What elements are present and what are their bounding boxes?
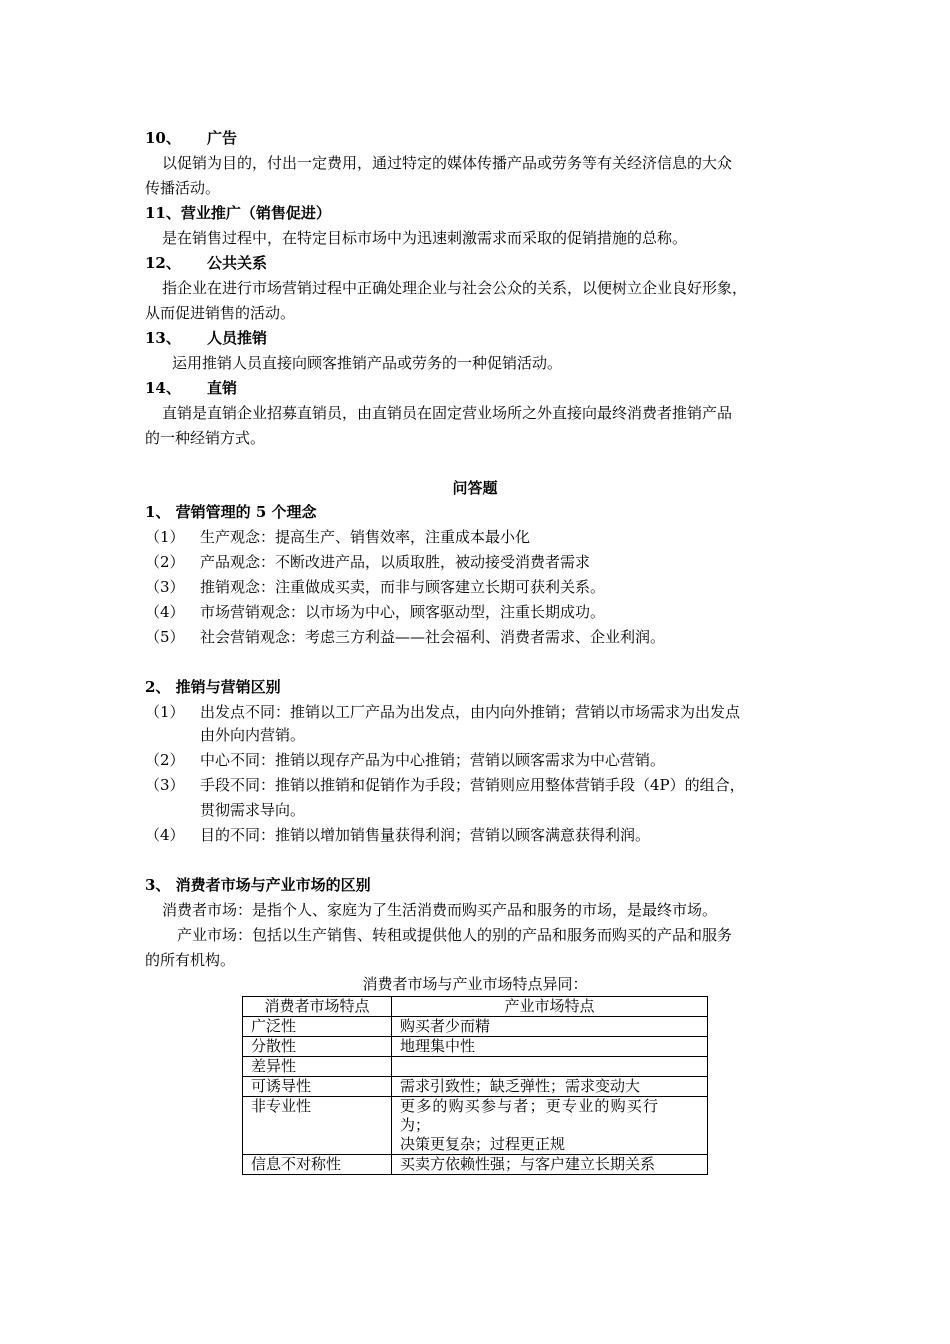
table-row [243,1155,708,1175]
table-cell [392,1057,708,1077]
table-cell: 信息不对称性 [243,1155,392,1175]
table-cell: 分散性 [243,1037,392,1057]
list-item [145,627,665,647]
paragraph: 消费者市场：是指个人、家庭为了生活消费而购买产品和服务的市场，是最终市场。 [162,901,718,919]
list-item-text: 目的不同：推销以增加销售量获得利润；营销以顾客满意获得利润。 [200,826,651,844]
term-number: 13、 [145,329,181,347]
table-header-cell: 消费者市场特点 [243,997,392,1017]
term-heading [145,378,237,398]
list-item-text: 手段不同：推销以推销和促销作为手段；营销则应用整体营销手段（4P）的组合， [200,776,745,794]
term-heading [145,203,331,223]
term-heading [145,328,267,348]
question-title: 2、 推销与营销区别 [145,678,281,696]
term-title: 营业推广（销售促进） [180,204,331,222]
list-item-number: （2） [145,553,185,571]
list-item-continuation: 贯彻需求导向。 [200,801,306,819]
table-row [243,1037,708,1057]
list-item-text: 推销观念：注重做成买卖，而非与顾客建立长期可获利关系。 [200,578,606,596]
term-definition: 指企业在进行市场营销过程中正确处理企业与社会公众的关系，以便树立企业良好形象， [162,279,748,297]
table-cell: 非专业性 [243,1097,392,1155]
list-item-number: （2） [145,751,185,769]
table-caption: 消费者市场与产业市场特点异同： [362,975,588,993]
term-title: 广告 [207,129,238,147]
term-definition: 运用推销人员直接向顾客推销产品或劳务的一种促销活动。 [172,354,563,372]
list-item [145,750,665,770]
term-definition: 直销是直销企业招募直销员，由直销员在固定营业场所之外直接向最终消费者推销产品 [162,404,733,422]
term-heading [145,128,237,148]
list-item-number: （1） [145,703,185,721]
term-title: 直销 [207,379,238,397]
term-definition: 是在销售过程中，在特定目标市场中为迅速刺激需求而采取的促销措施的总称。 [162,229,688,247]
list-item-text: 社会营销观念：考虑三方利益——社会福利、消费者需求、企业利润。 [200,628,666,646]
term-number: 12、 [145,254,181,272]
list-item-number: （5） [145,628,185,646]
term-definition: 从而促进销售的活动。 [145,304,296,322]
table-row [243,1057,708,1077]
table-cell [392,1097,708,1155]
table-cell-line: 更多的购买参与者；更专业的购买行 [400,1097,660,1115]
list-item [145,702,740,722]
list-item [145,602,605,622]
list-item [145,527,530,547]
paragraph: 产业市场：包括以生产销售、转租或提供他人的别的产品和服务而购买的产品和服务 [177,926,733,944]
term-number: 10、 [145,129,181,147]
list-item-text: 产品观念：不断改进产品，以质取胜，被动接受消费者需求 [200,553,591,571]
table-cell-line: 决策更复杂；过程更正规 [400,1135,566,1153]
term-heading [145,253,267,273]
table-row [243,1077,708,1097]
table-cell: 需求引致性；缺乏弹性；需求变动大 [392,1077,708,1097]
list-item-number: （1） [145,528,185,546]
question-title: 3、 消费者市场与产业市场的区别 [145,876,371,894]
table-cell: 可诱导性 [243,1077,392,1097]
table-cell: 地理集中性 [392,1037,708,1057]
term-number: 14、 [145,379,181,397]
list-item-number: （4） [145,603,185,621]
list-item-text: 中心不同：推销以现存产品为中心推销；营销以顾客需求为中心营销。 [200,751,666,769]
table-cell: 差异性 [243,1057,392,1077]
list-item-number: （4） [145,826,185,844]
list-item [145,825,650,845]
term-definition: 传播活动。 [145,179,221,197]
list-item [145,577,605,597]
term-definition: 的一种经销方式。 [145,429,266,447]
list-item-continuation: 由外向内营销。 [200,726,306,744]
list-item-text: 出发点不同：推销以工厂产品为出发点，由内向外推销；营销以市场需求为出发点 [200,703,741,721]
term-title: 人员推销 [207,329,268,347]
table-cell: 买卖方依赖性强；与客户建立长期关系 [392,1155,708,1175]
list-item-text: 生产观念：提高生产、销售效率，注重成本最小化 [200,528,531,546]
question-title: 1、 营销管理的 5 个理念 [145,503,317,521]
list-item [145,552,590,572]
list-item [145,775,745,795]
table-header-row [243,997,708,1017]
term-number: 11、 [145,204,181,222]
list-item-number: （3） [145,776,185,794]
term-title: 公共关系 [207,254,268,272]
table-row [243,1097,708,1155]
section-heading: 问答题 [452,479,498,497]
table-cell: 购买者少而精 [392,1017,708,1037]
table-header-cell: 产业市场特点 [392,997,708,1017]
term-definition: 以促销为目的，付出一定费用，通过特定的媒体传播产品或劳务等有关经济信息的大众 [162,154,733,172]
table-cell: 广泛性 [243,1017,392,1037]
comparison-table [242,996,708,1175]
table-cell-line: 为； [400,1116,431,1134]
list-item-number: （3） [145,578,185,596]
paragraph-continuation: 的所有机构。 [145,951,236,969]
list-item-text: 市场营销观念：以市场为中心，顾客驱动型，注重长期成功。 [200,603,606,621]
table-row [243,1017,708,1037]
